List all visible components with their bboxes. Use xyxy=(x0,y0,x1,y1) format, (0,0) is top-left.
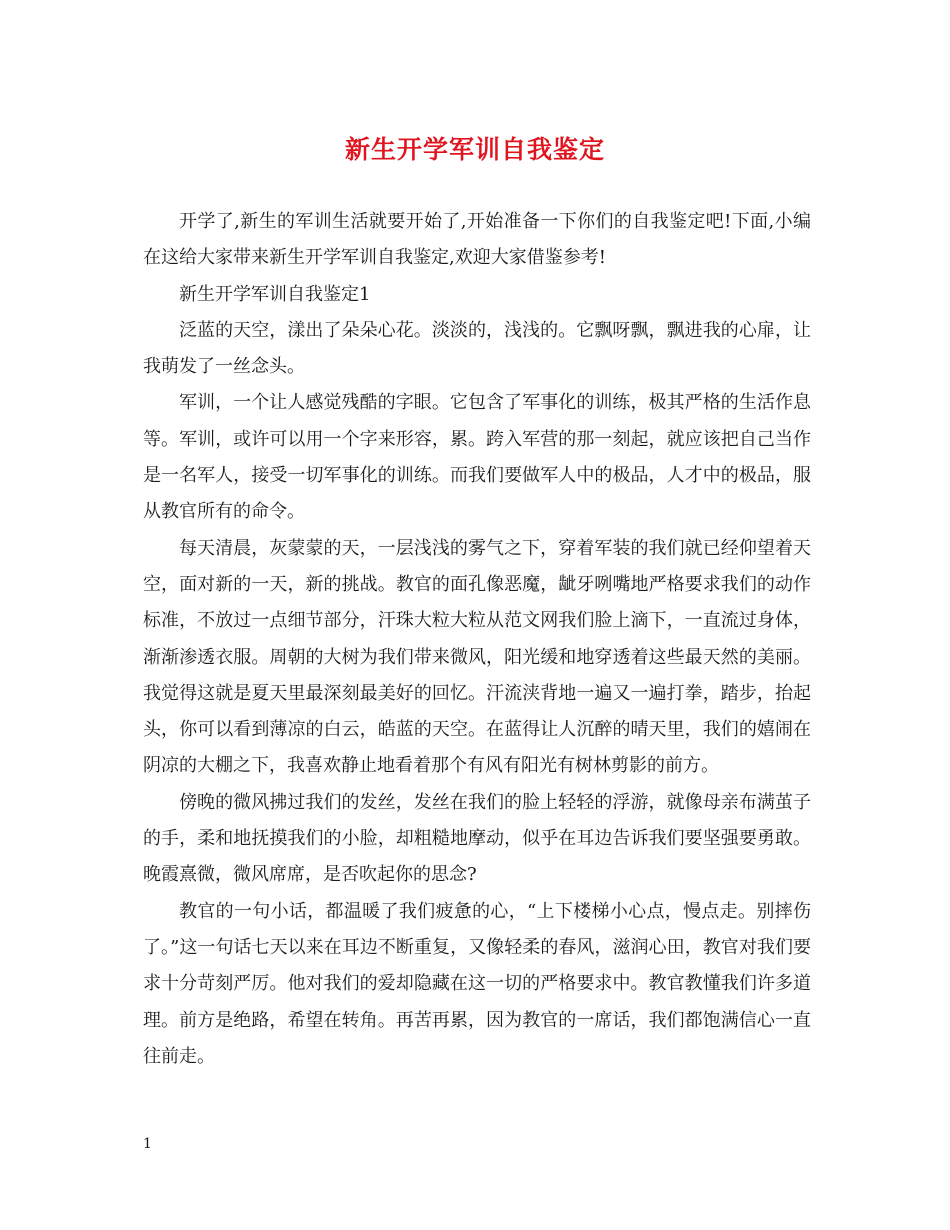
page-number: 1 xyxy=(143,1136,152,1152)
section-heading: 新生开学军训自我鉴定1 xyxy=(179,283,371,305)
paragraph: 军训，一个让人感觉残酷的字眼。它包含了军事化的训练，极其严格的生活作息等。军训，或许可以用一个字来形容，累。跨入军营的那一刻起，就应该把自己当作是一名军人，接受一切军事化的训练。而我们要做军人中的极品，人才中的极品，服从教官所有的命令。 xyxy=(143,392,811,523)
paragraph: 泛蓝的天空，漾出了朵朵心花。淡淡的，浅浅的。它飘呀飘，飘进我的心扉，让我萌发了一丝念头。 xyxy=(143,319,811,378)
paragraph-intro: 开学了,新生的军训生活就要开始了,开始准备一下你们的自我鉴定吧!下面,小编在这给大家带来新生开学军训自我鉴定,欢迎大家借鉴参考! xyxy=(143,211,811,269)
paragraph: 每天清晨，灰蒙蒙的天，一层浅浅的雾气之下，穿着军装的我们就已经仰望着天空，面对新的一天，新的挑战。教官的面孔像恶魔，龇牙咧嘴地严格要求我们的动作标准，不放过一点细节部分，汗珠大粒大粒从范文网我们脸上滴下，一直流过身体，渐渐渗透衣服。周朝的大树为我们带来微风，阳光缓和地穿透着这些最天然的美丽。我觉得这就是夏天里最深刻最美好的回忆。汗流浃背地一遍又一遍打拳，踏步，抬起头，你可以看到薄凉的白云，皓蓝的天空。在蓝得让人沉醉的晴天里，我们的嬉闹在阴凉的大棚之下，我喜欢静止地看着那个有风有阳光有树林剪影的前方。 xyxy=(143,537,811,777)
paragraph: 傍晚的微风拂过我们的发丝，发丝在我们的脸上轻轻的浮游，就像母亲布满茧子的手，柔和地抚摸我们的小脸，却粗糙地摩动，似乎在耳边告诉我们要坚强要勇敢。晚霞熹微，微风席席，是否吹起你的思念? xyxy=(143,791,811,886)
paragraph: 教官的一句小话，都温暖了我们疲惫的心，“上下楼梯小心点，慢点走。别摔伤了。”这一句话七天以来在耳边不断重复，又像轻柔的春风，滋润心田，教官对我们要求十分苛刻严厉。他对我们的爱却隐藏在这一切的严格要求中。教官教懂我们许多道理。前方是绝路，希望在转角。再苦再累，因为教官的一席话，我们都饱满信心一直往前走。 xyxy=(143,900,811,1067)
document-body xyxy=(143,204,811,1075)
document-title: 新生开学军训自我鉴定 xyxy=(344,135,605,164)
